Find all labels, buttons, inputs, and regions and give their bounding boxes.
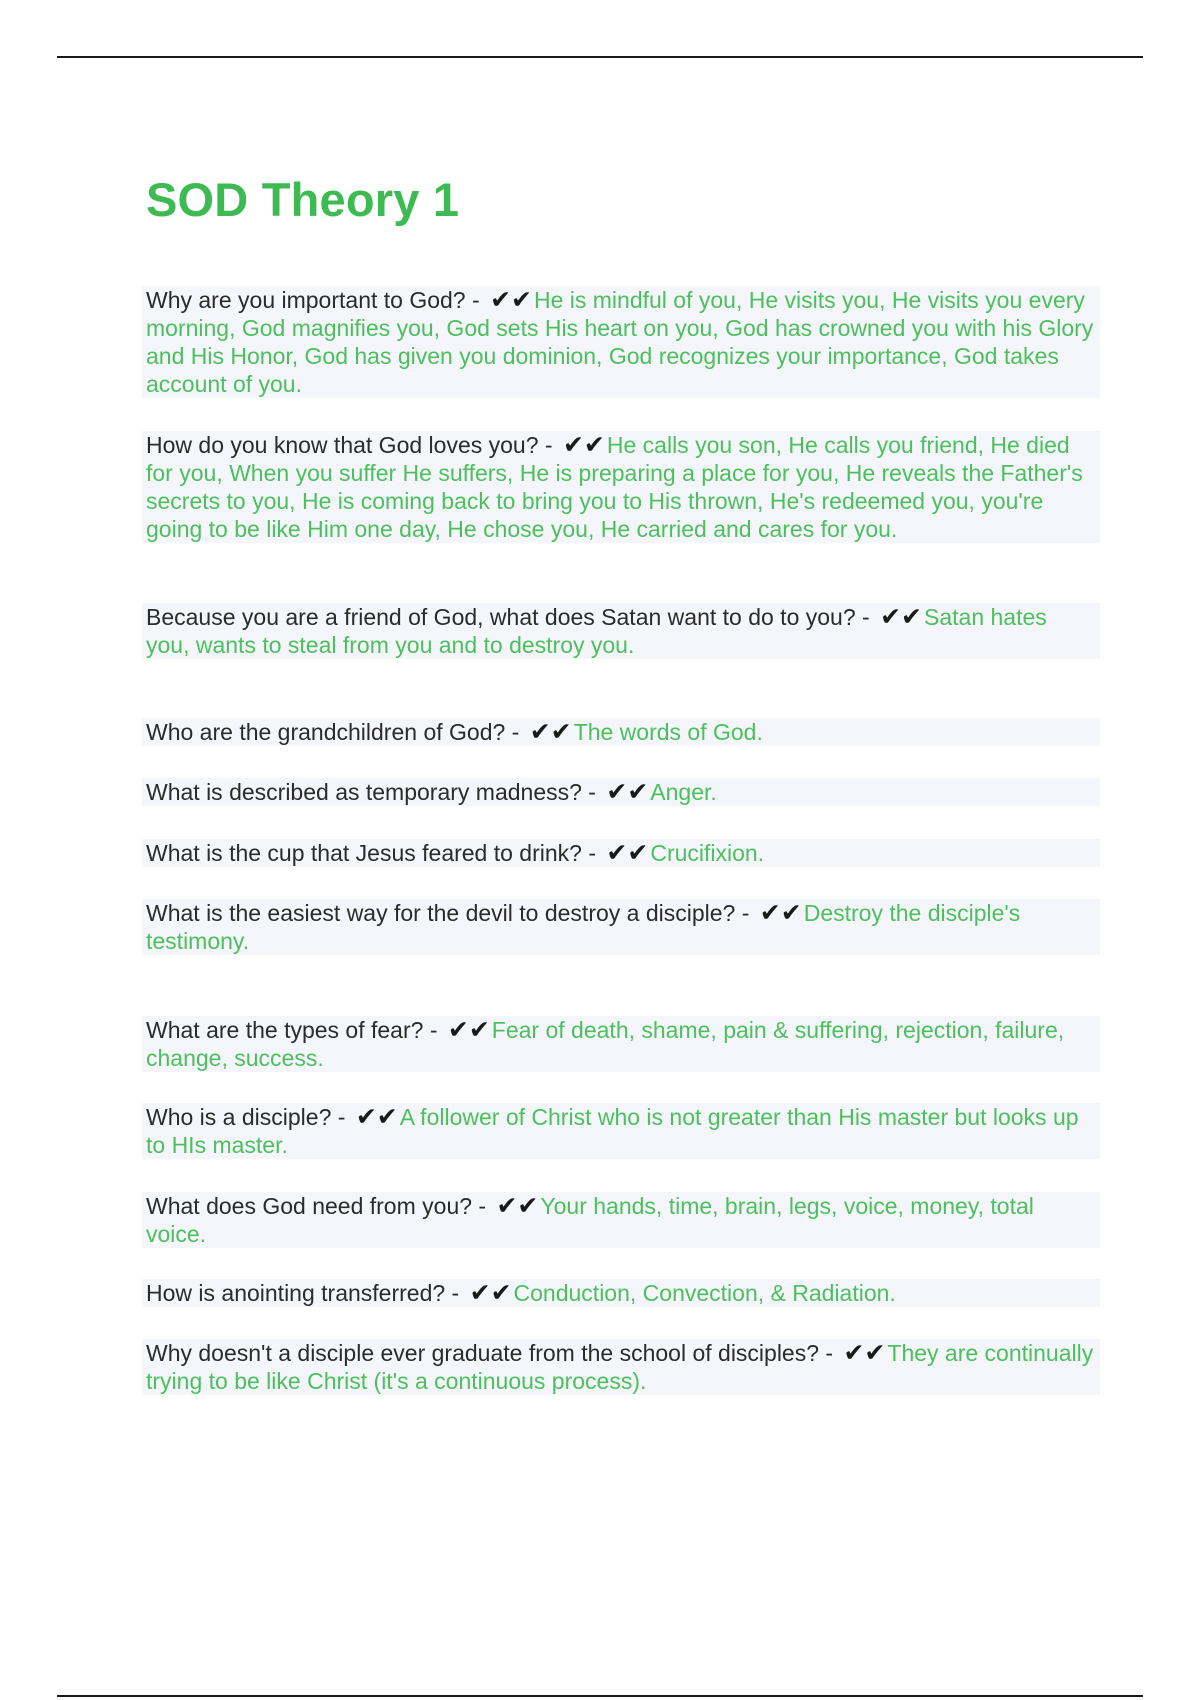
double-check-icon: ✔✔	[490, 285, 532, 314]
double-check-icon: ✔✔	[529, 717, 572, 746]
answer-text: Anger.	[650, 779, 717, 805]
qa-item-3	[142, 603, 1100, 659]
separator: -	[505, 719, 526, 745]
question-text: How do you know that God loves you?	[146, 432, 539, 458]
answer-text: A follower of Christ who is not greater than His master but looks up to HIs master.	[146, 1104, 1079, 1158]
double-check-icon: ✔✔	[447, 1015, 490, 1044]
answer-text: They are continually trying to be like Christ (it's a continuous process).	[146, 1340, 1094, 1394]
separator: -	[538, 432, 559, 458]
question-text: What is described as temporary madness?	[146, 779, 582, 805]
separator: -	[465, 287, 487, 313]
separator: -	[855, 604, 877, 630]
qa-item-8	[142, 1016, 1100, 1072]
qa-item-4	[142, 718, 1100, 746]
answer-text: Destroy the disciple's testimony.	[146, 900, 1021, 954]
answer-text: Fear of death, shame, pain & suffering, rejection, failure, change, success.	[146, 1017, 1065, 1071]
qa-item-11	[142, 1279, 1100, 1307]
qa-item-5	[142, 778, 1100, 806]
qa-item-2	[142, 431, 1100, 543]
double-check-icon: ✔✔	[469, 1278, 512, 1307]
question-text: What does God need from you?	[146, 1193, 473, 1219]
qa-item-9	[142, 1103, 1100, 1159]
separator: -	[581, 779, 603, 805]
qa-item-10	[142, 1192, 1100, 1248]
double-check-icon: ✔✔	[606, 777, 649, 806]
double-check-icon: ✔✔	[496, 1191, 539, 1220]
answer-text: Crucifixion.	[650, 840, 765, 866]
separator: -	[581, 840, 603, 866]
question-text: Why doesn't a disciple ever graduate from the school of disciples?	[146, 1340, 820, 1366]
question-text: Why are you important to God?	[146, 287, 466, 313]
double-check-icon: ✔✔	[759, 898, 802, 927]
separator: -	[423, 1017, 444, 1043]
answer-text: Conduction, Convection, & Radiation.	[513, 1280, 896, 1306]
answer-text: Your hands, time, brain, legs, voice, money, total voice.	[146, 1193, 1034, 1247]
question-text: What is the easiest way for the devil to destroy a disciple?	[146, 900, 736, 926]
separator: -	[735, 900, 756, 926]
answer-text: He is mindful of you, He visits you, He visits you every morning, God magnifies you, God sets His heart on you, God has crowned you with his Glory and His Honor, God has given you dominion, God recognizes your importance, God takes account of you.	[146, 287, 1094, 397]
qa-item-1	[142, 286, 1100, 398]
double-check-icon: ✔✔	[355, 1102, 398, 1131]
question-text: Because you are a friend of God, what does Satan want to do to you?	[146, 604, 856, 630]
double-check-icon: ✔✔	[880, 602, 922, 631]
double-check-icon: ✔✔	[562, 430, 605, 459]
question-text: Who is a disciple?	[146, 1104, 332, 1130]
separator: -	[331, 1104, 352, 1130]
top-rule	[57, 56, 1143, 58]
separator: -	[819, 1340, 840, 1366]
double-check-icon: ✔✔	[606, 838, 649, 867]
answer-text: The words of God.	[573, 719, 763, 745]
qa-item-12	[142, 1339, 1100, 1395]
bottom-rule	[57, 1695, 1143, 1697]
answer-text: Satan hates you, wants to steal from you and to destroy you.	[146, 604, 1047, 658]
question-text: What is the cup that Jesus feared to drink?	[146, 840, 582, 866]
separator: -	[472, 1193, 493, 1219]
page-title: SOD Theory 1	[146, 173, 460, 226]
question-text: Who are the grandchildren of God?	[146, 719, 506, 745]
qa-item-7	[142, 899, 1100, 955]
question-text: What are the types of fear?	[146, 1017, 424, 1043]
question-text: How is anointing transferred?	[146, 1280, 446, 1306]
answer-text: He calls you son, He calls you friend, He died for you, When you suffer He suffers, He is preparing a place for you, He reveals the Father's secrets to you, He is coming back to bring you to His thrown, He's redeemed you, you're going to be like Him one day, He chose you, He carried and cares for you.	[146, 432, 1083, 542]
double-check-icon: ✔✔	[843, 1338, 886, 1367]
qa-item-6	[142, 839, 1100, 867]
separator: -	[445, 1280, 466, 1306]
